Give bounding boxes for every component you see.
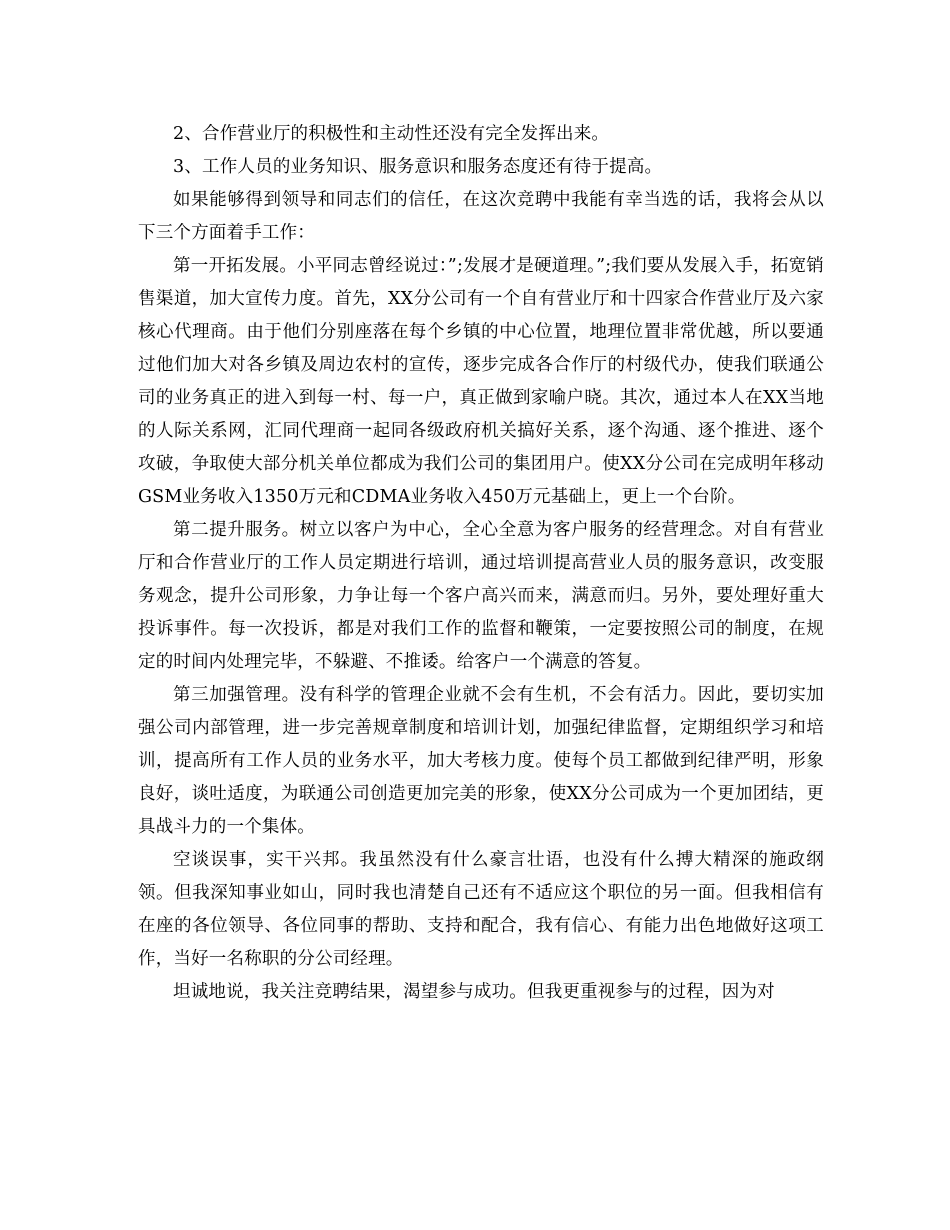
paragraph-improve-service: 第二提升服务。树立以客户为中心，全心全意为客户服务的经营理念。对自有营业厅和合作营业厅的工作人员定期进行培训，通过培训提高营业人员的服务意识，改变服务观念，提升公司形象，力争让每一个客户高兴而来，满意而归。另外，要处理好重大投诉事件。每一次投诉，都是对我们工作的监督和鞭策，一定要按照公司的制度，在规定的时间内处理完毕，不躲避、不推诿。给客户一个满意的答复。 — [138, 520, 824, 672]
paragraph-expand-development: 第一开拓发展。小平同志曾经说过：”;发展才是硬道理。”;我们要从发展入手，拓宽销售渠道，加大宣传力度。首先，XX分公司有一个自有营业厅和十四家合作营业厅及六家核心代理商。由于他们分别座落在每个乡镇的中心位置，地理位置非常优越，所以要通过他们加大对各乡镇及周边农村的宣传，逐步完成各合作厅的村级代办，使我们联通公司的业务真正的进入到每一村、每一户，真正做到家喻户晓。其次，通过本人在XX当地的人际关系网，汇同代理商一起同各级政府机关搞好关系，逐个沟通、逐个推进、逐个攻破，争取使大部分机关单位都成为我们公司的集团用户。使XX分公司在完成明年移动GSM业务收入1350万元和CDMA业务收入450万元基础上，更上一个台阶。 — [138, 256, 824, 507]
document-page — [138, 118, 824, 1009]
paragraph-point-3: 3、工作人员的业务知识、服务意识和服务态度还有待于提高。 — [173, 157, 663, 177]
paragraph-intro-plan: 如果能够得到领导和同志们的信任，在这次竞聘中我能有幸当选的话，我将会从以下三个方面着手工作： — [138, 190, 824, 243]
paragraph-closing: 坦诚地说，我关注竞聘结果，渴望参与成功。但我更重视参与的过程，因为对 — [173, 982, 775, 1002]
paragraph-point-2: 2、合作营业厅的积极性和主动性还没有完全发挥出来。 — [173, 124, 610, 144]
paragraph-strengthen-management: 第三加强管理。没有科学的管理企业就不会有生机，不会有活力。因此，要切实加强公司内部管理，进一步完善规章制度和培训计划，加强纪律监督，定期组织学习和培训，提高所有工作人员的业务水平，加大考核力度。使每个员工都做到纪律严明，形象良好，谈吐适度，为联通公司创造更加完美的形象，使XX分公司成为一个更加团结，更具战斗力的一个集体。 — [138, 685, 824, 837]
paragraph-commitment: 空谈误事，实干兴邦。我虽然没有什么豪言壮语，也没有什么搏大精深的施政纲领。但我深知事业如山，同时我也清楚自己还有不适应这个职位的另一面。但我相信有在座的各位领导、各位同事的帮助、支持和配合，我有信心、有能力出色地做好这项工作，当好一名称职的分公司经理。 — [138, 850, 824, 969]
